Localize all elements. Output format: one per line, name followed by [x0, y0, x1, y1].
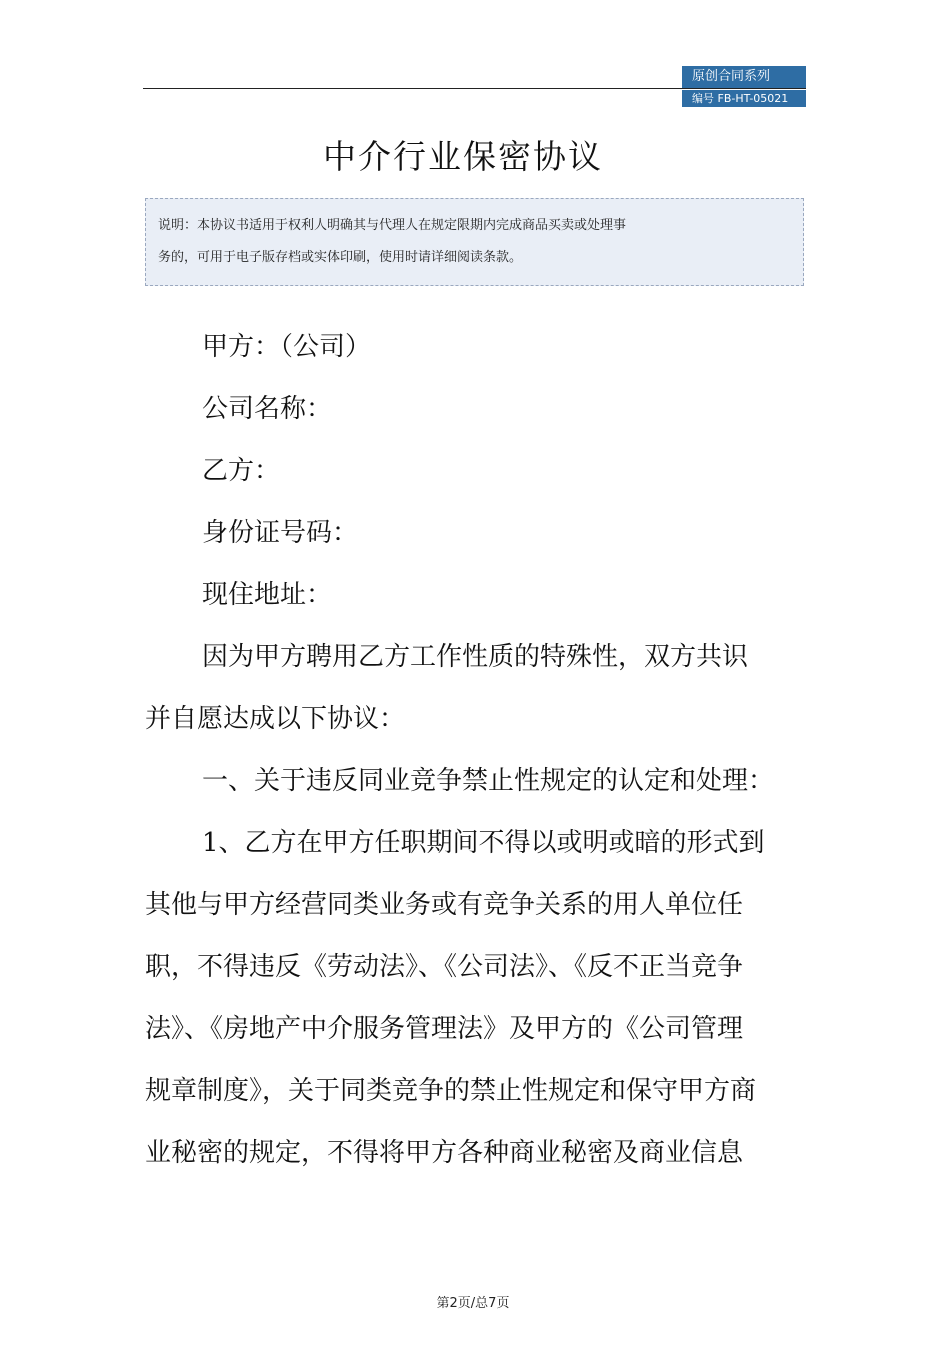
section-heading: 一、关于违反同业竞争禁止性规定的认定和处理： [202, 766, 775, 796]
page-indicator: 第2页/总7页 [436, 1296, 510, 1311]
clause-line: 职，不得违反《劳动法》、《公司法》、《反不正当竞争 [145, 952, 744, 982]
preamble-line: 并自愿达成以下协议： [145, 704, 406, 734]
note-line: 说明：本协议书适用于权利人明确其与代理人在规定限期内完成商品买卖或处理事 [158, 218, 627, 233]
clause-line: 1、乙方在甲方任职期间不得以或明或暗的形式到 [202, 828, 765, 858]
party-b-line: 乙方： [202, 456, 281, 486]
clause-line: 规章制度》，关于同类竞争的禁止性规定和保守甲方商 [145, 1076, 757, 1106]
id-number-line: 身份证号码： [202, 518, 359, 548]
clause-line: 其他与甲方经营同类业务或有竞争关系的用人单位任 [145, 890, 744, 920]
series-badge: 原创合同系列 [682, 66, 806, 88]
document-code-badge: 编号 FB-HT-05021 [682, 90, 806, 107]
preamble-line: 因为甲方聘用乙方工作性质的特殊性，双方共识 [202, 642, 749, 672]
company-name-line: 公司名称： [202, 394, 333, 424]
agreement-body [145, 322, 805, 1190]
note-line: 务的，可用于电子版存档或实体印刷，使用时请详细阅读条款。 [158, 250, 523, 265]
document-title: 中介行业保密协议 [323, 137, 603, 176]
description-note-box [145, 198, 804, 286]
clause-line: 业秘密的规定，不得将甲方各种商业秘密及商业信息 [145, 1138, 744, 1168]
header-rule [143, 88, 806, 89]
address-line: 现住地址： [202, 580, 333, 610]
party-a-line: 甲方：（公司） [202, 332, 372, 362]
clause-line: 法》、《房地产中介服务管理法》及甲方的《公司管理 [145, 1014, 744, 1044]
